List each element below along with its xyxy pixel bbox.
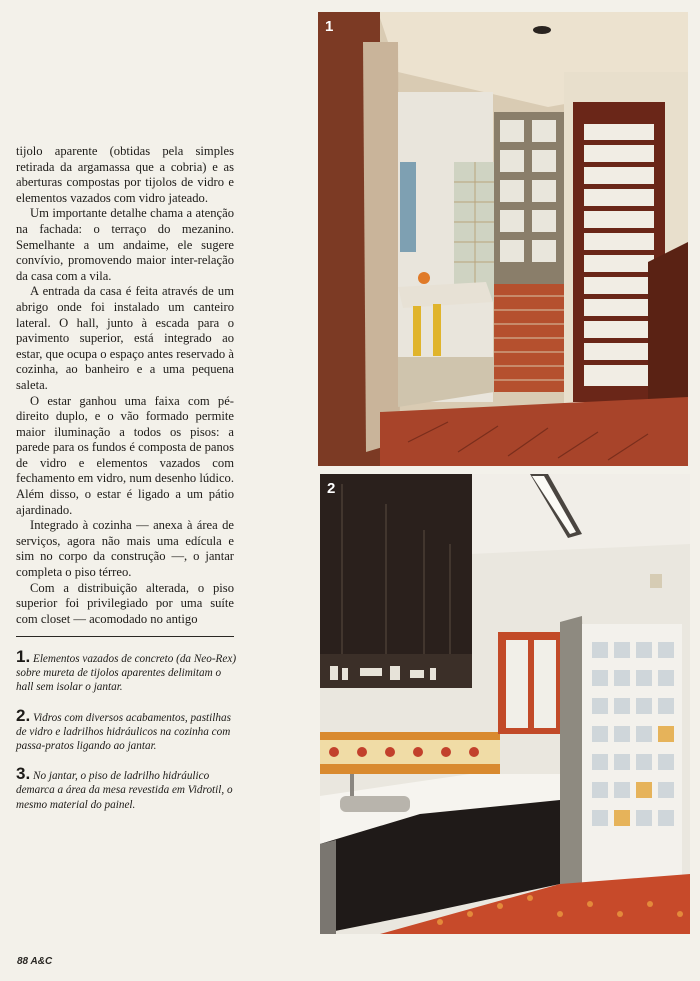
article-body bbox=[16, 144, 234, 627]
caption-text: No jantar, o piso de ladrilho hidráulico demarca a área da mesa revestida em Vidrotil, o mesmo material do painel. bbox=[16, 770, 233, 811]
caption-number: 2. bbox=[16, 705, 31, 725]
hall-illustration bbox=[318, 12, 688, 466]
kitchen-illustration bbox=[320, 474, 690, 934]
photo-captions bbox=[16, 647, 238, 826]
article-paragraph: Um importante detalhe chama a atenção na fachada: o terraço do mezanino. Semelhante a um andaime, ele sugere convívio, promovendo maior inter-relação da casa com a vila. bbox=[16, 206, 234, 283]
caption-3 bbox=[16, 764, 238, 812]
photo-number: 2 bbox=[327, 480, 336, 497]
caption-text: Vidros com diversos acabamentos, pastilhas de vidro e ladrilhos hidráulicos na cozinha com passa-pratos ligando ao jantar. bbox=[16, 711, 231, 753]
caption-divider bbox=[16, 636, 234, 637]
caption-text: Elementos vazados de concreto (da Neo-Rex) sobre mureta de tijolos aparentes delimitam o hall sem isolar o jantar. bbox=[16, 653, 237, 694]
caption-2 bbox=[16, 705, 238, 754]
article-paragraph: A entrada da casa é feita através de um abrigo onde foi instalado um canteiro lateral. O hall, junto à escada para o pavimento superior, está integrado ao estar, que ocupa o espaço antes reservado à cozinha, ao banheiro e a uma pequena saleta. bbox=[16, 284, 234, 392]
page-folio: 88 A&C bbox=[17, 956, 53, 967]
photo-kitchen bbox=[320, 474, 690, 934]
photo-hall bbox=[318, 12, 688, 466]
caption-number: 1. bbox=[16, 647, 31, 666]
article-paragraph: tijolo aparente (obtidas pela simples retirada da argamassa que a cobria) e as aberturas compostas por tijolos de vidro e elementos vazados com vidro jateado. bbox=[16, 144, 234, 205]
caption-1 bbox=[16, 647, 238, 695]
article-paragraph: O estar ganhou uma faixa com pé-direito duplo, e o vão formado permite maior iluminação a todos os pisos: a parede para os fundos é composta de panos de vidro e elementos vazados com fechamento em vidro, num desenho lúdico. Além disso, o estar é ligado a um pátio ajardinado. bbox=[16, 393, 234, 517]
article-paragraph: Integrado à cozinha — anexa à área de serviços, agora não mais uma edícula e sim no corpo da construção —, o jantar completa o piso térreo. bbox=[16, 518, 234, 580]
article-paragraph: Com a distribuição alterada, o piso superior foi privilegiado por uma suíte com closet — acomodado no antigo bbox=[16, 580, 234, 626]
caption-number: 3. bbox=[16, 764, 31, 784]
photo-number: 1 bbox=[325, 18, 334, 35]
